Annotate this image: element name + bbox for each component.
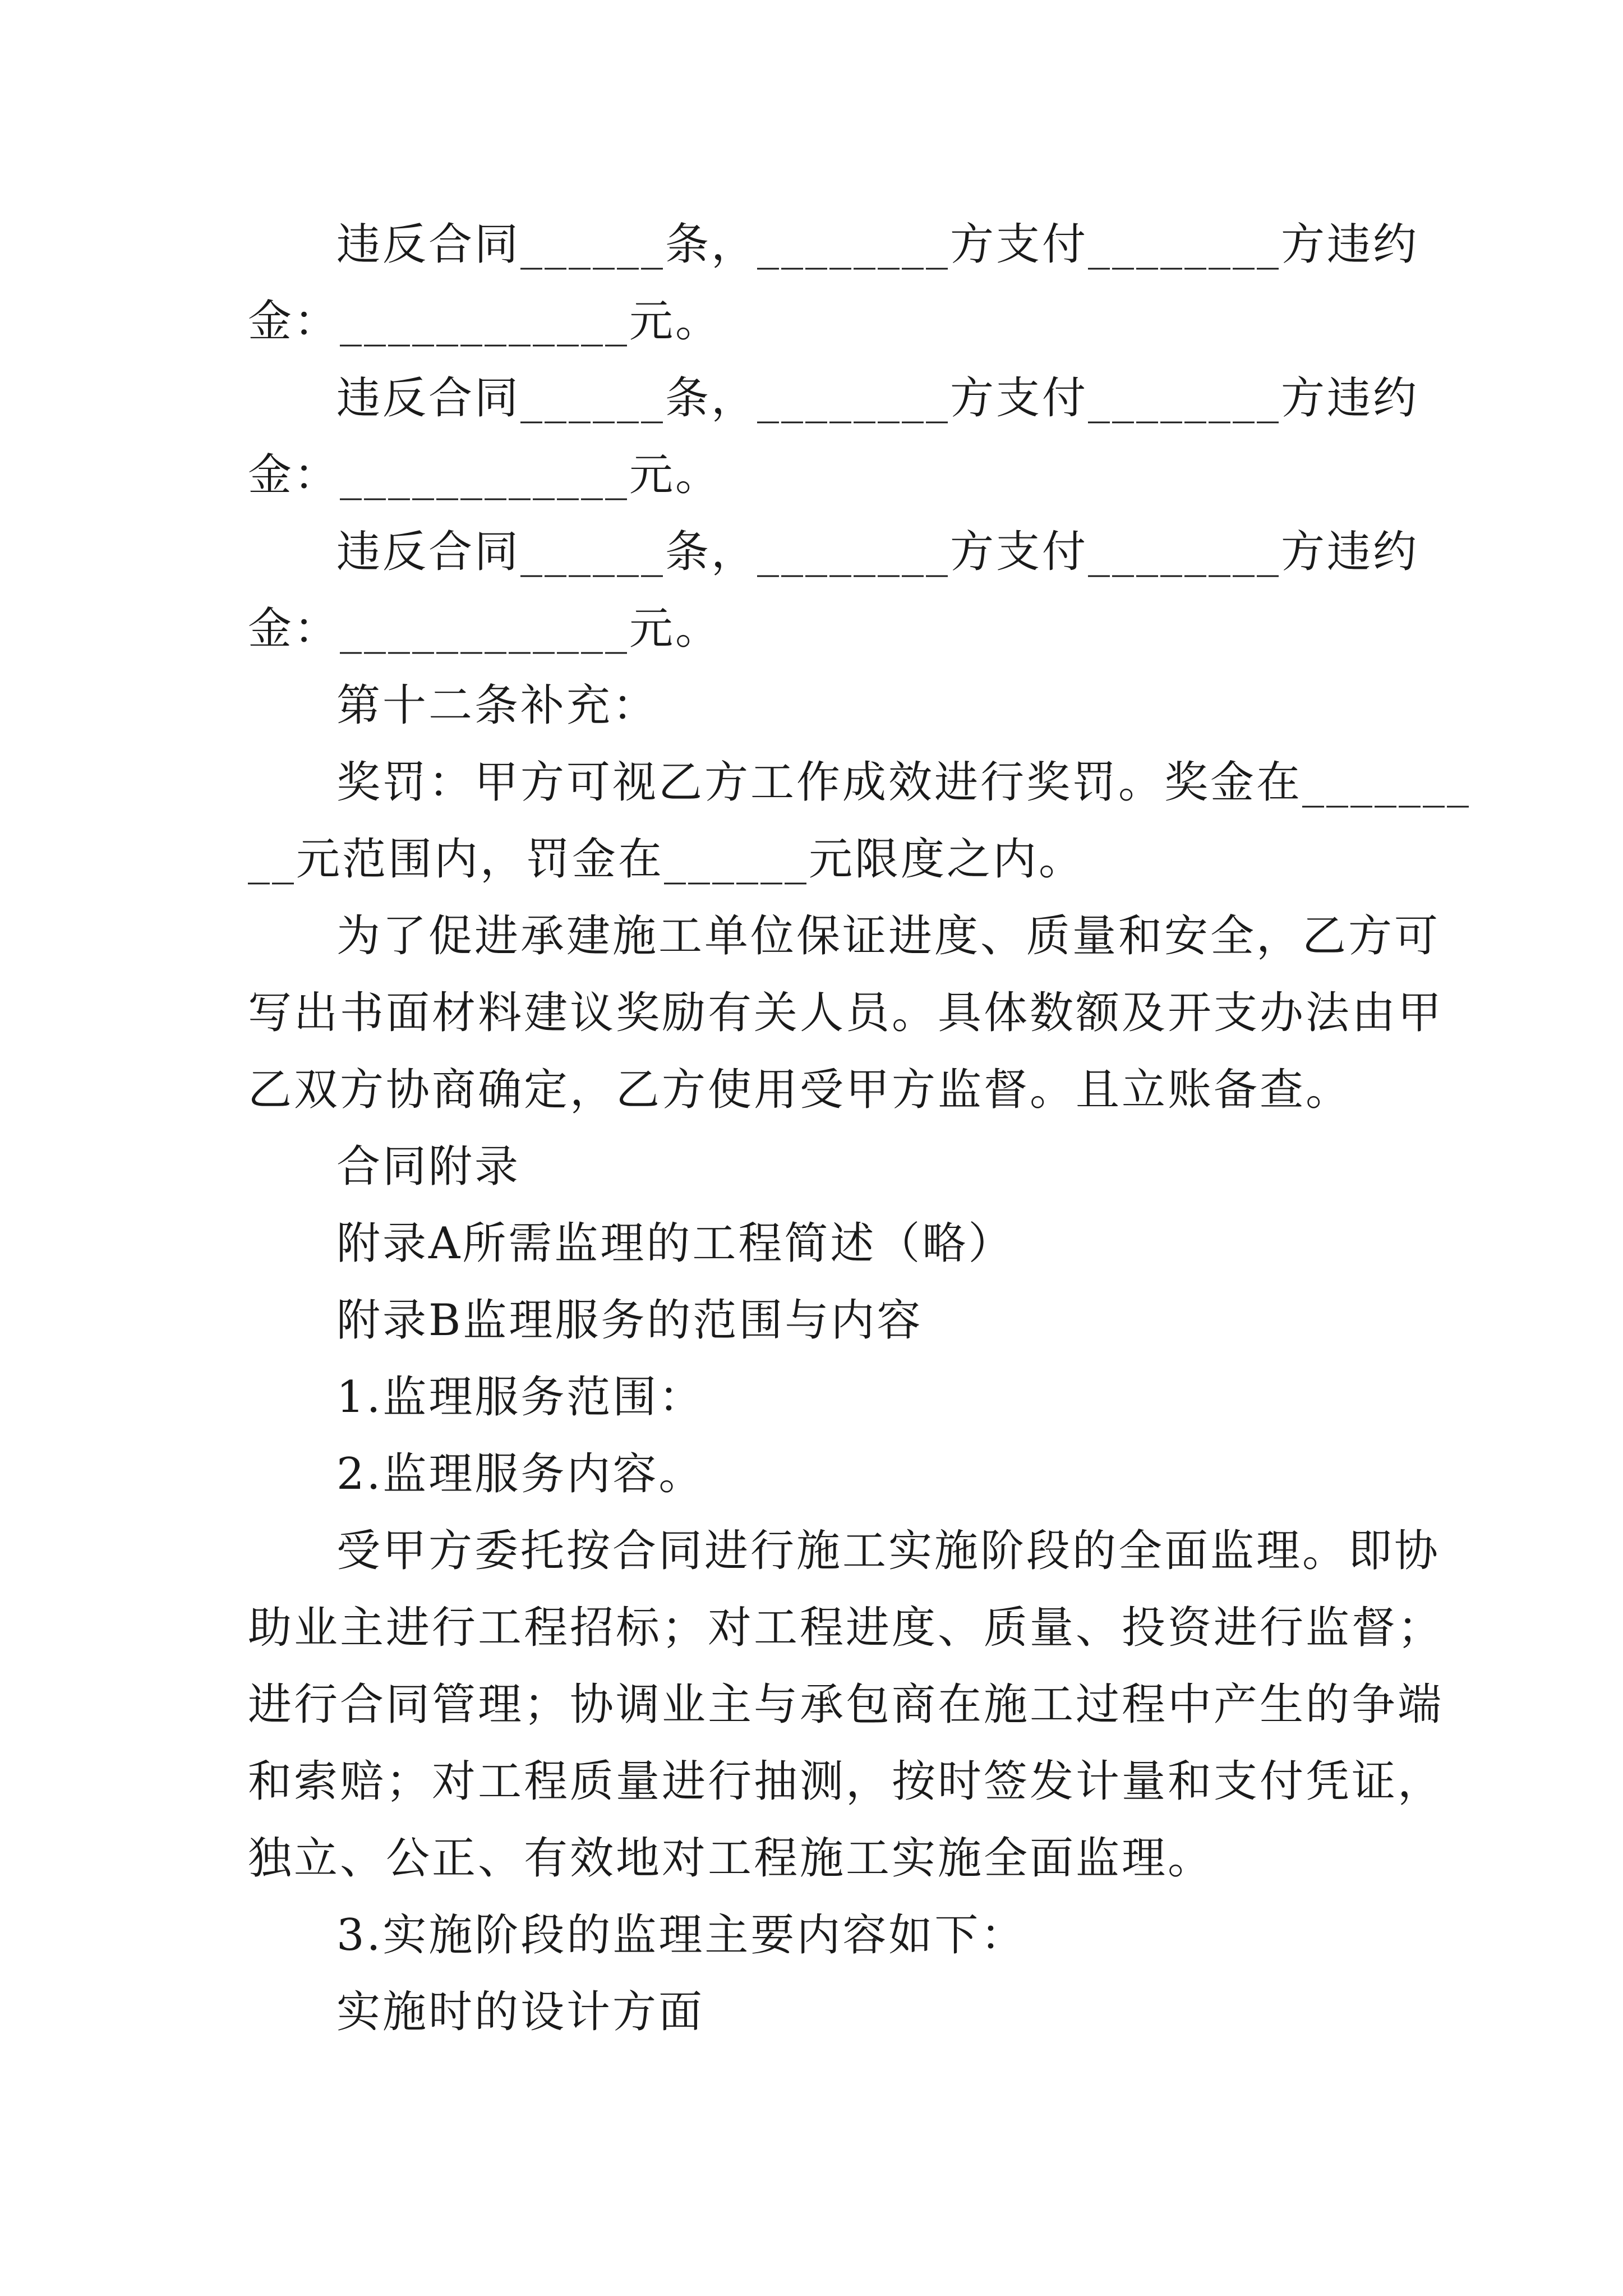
body-line: __元范围内，罚金在______元限度之内。 <box>248 834 1085 885</box>
body-line: 独立、公正、有效地对工程施工实施全面监理。 <box>248 1833 1214 1884</box>
body-line: 3.实施阶段的监理主要内容如下： <box>336 1910 1027 1961</box>
body-line: 金：____________元。 <box>248 296 722 347</box>
body-line: 乙双方协商确定，乙方使用受甲方监督。且立账备查。 <box>248 1065 1352 1115</box>
body-line: 和索赔；对工程质量进行抽测，按时签发计量和支付凭证， <box>248 1756 1444 1807</box>
body-line: 进行合同管理；协调业主与承包商在施工过程中产生的争端 <box>248 1680 1444 1730</box>
body-line: 2.监理服务内容。 <box>336 1449 705 1499</box>
body-line: 受甲方委托按合同进行施工实施阶段的全面监理。即协 <box>336 1526 1441 1576</box>
body-line: 违反合同______条，________方支付________方违约 <box>336 527 1419 577</box>
body-line: 金：____________元。 <box>248 604 722 654</box>
body-line: 1.监理服务范围： <box>336 1372 705 1423</box>
body-line: 附录B监理服务的范围与内容 <box>336 1295 923 1346</box>
section-heading: 第十二条补充： <box>336 680 659 731</box>
body-line: 为了促进承建施工单位保证进度、质量和安全，乙方可 <box>336 911 1441 961</box>
body-line: 实施时的设计方面 <box>336 1987 705 2037</box>
body-line: 写出书面材料建议奖励有关人员。具体数额及开支办法由甲 <box>248 988 1444 1038</box>
body-line: 助业主进行工程招标；对工程进度、质量、投资进行监督； <box>248 1603 1444 1653</box>
body-line: 附录A所需监理的工程简述（略） <box>336 1218 1015 1269</box>
body-line: 违反合同______条，________方支付________方违约 <box>336 219 1419 270</box>
body-line: 奖罚：甲方可视乙方工作成效进行奖罚。奖金在_______ <box>336 757 1472 808</box>
body-line: 违反合同______条，________方支付________方违约 <box>336 373 1419 424</box>
body-line: 金：____________元。 <box>248 450 722 500</box>
section-heading: 合同附录 <box>336 1142 521 1192</box>
